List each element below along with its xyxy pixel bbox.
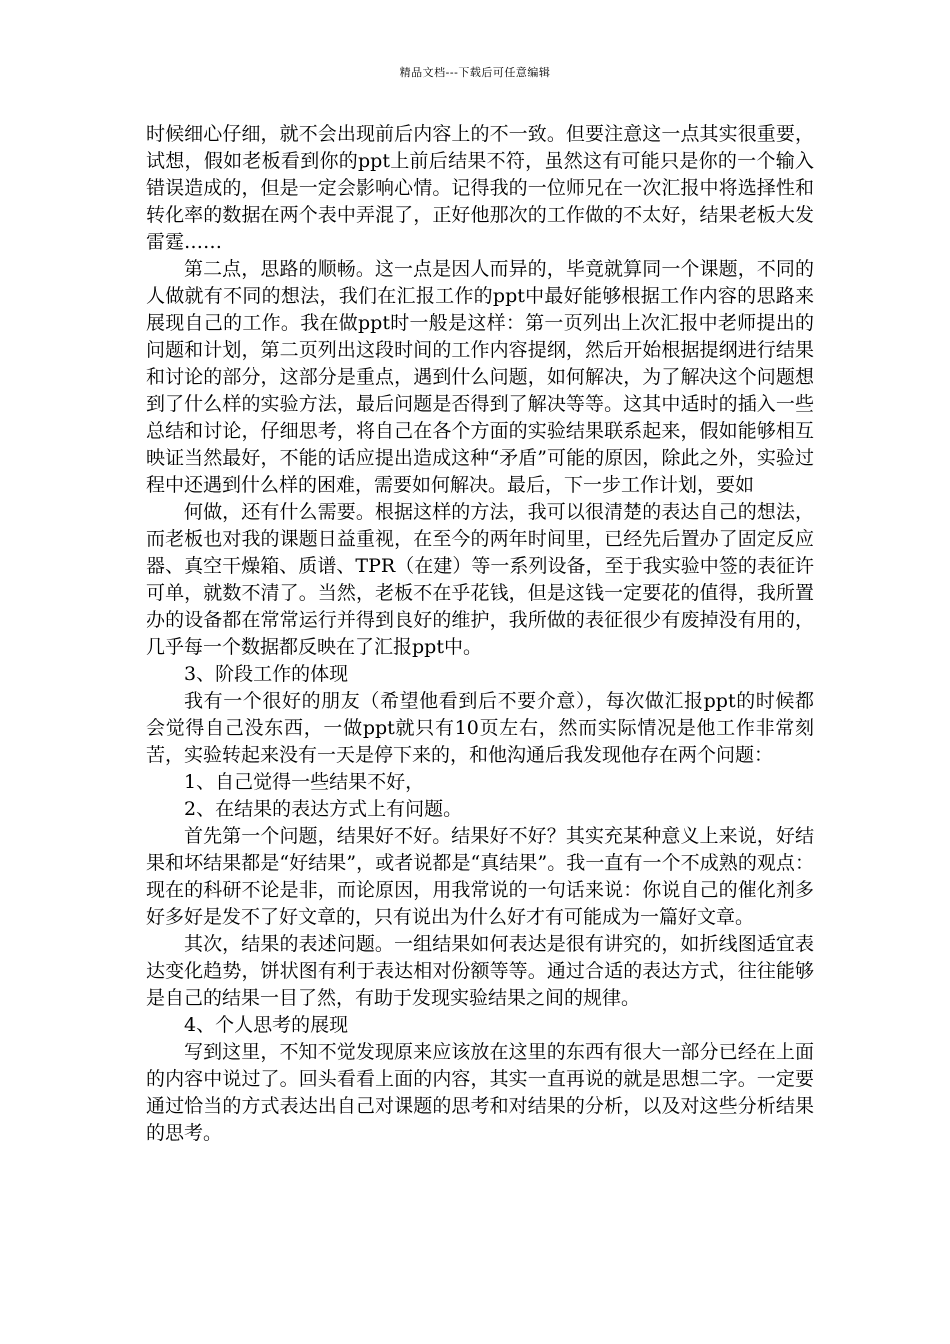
list-item-1: 1、自己觉得一些结果不好，: [184, 771, 425, 793]
page-header: 精品文档---下载后可任意编辑: [399, 66, 551, 79]
section-heading-4: 4、个人思考的展现: [184, 1014, 349, 1036]
paragraph-3: 何做，还有什么需要。根据这样的方法，我可以很清楚的表达自己的想法，而老板也对我的课题日益重视，在至今的两年时间里，已经先后置办了固定反应器、真空干燥箱、质谱、TPR（在建）等一系列设备，至于我实验中签的表征许可单，就数不清了。当然，老板不在乎花钱，但是这钱一定要花的值得，我所置办的设备都在常常运行并得到良好的维护，我所做的表征很少有废掉没有用的，几乎每一个数据都反映在了汇报ppt中。: [146, 501, 814, 658]
paragraph-5: 首先第一个问题，结果好不好。结果好不好？其实充某种意义上来说，好结果和坏结果都是“好结果”，或者说都是“真结果”。我一直有一个不成熟的观点：现在的科研不论是非，而论原因，用我常说的一句话来说：你说自己的催化剂多好多好是发不了好文章的，只有说出为什么好才有可能成为一篇好文章。: [146, 825, 814, 928]
paragraph-7: 写到这里，不知不觉发现原来应该放在这里的东西有很大一部分已经在上面的内容中说过了。回头看看上面的内容，其实一直再说的就是思想二字。一定要通过恰当的方式表达出自己对课题的思考和对结果的分析，以及对这些分析结果的思考。: [146, 1041, 814, 1144]
list-item-2: 2、在结果的表达方式上有问题。: [184, 798, 463, 820]
section-heading-3: 3、阶段工作的体现: [184, 663, 349, 685]
paragraph-4: 我有一个很好的朋友（希望他看到后不要介意），每次做汇报ppt的时候都会觉得自己没东西，一做ppt就只有10页左右，然而实际情况是他工作非常刻苦，实验转起来没有一天是停下来的，和他沟通后我发现他存在两个问题：: [146, 690, 814, 766]
paragraph-2: 第二点，思路的顺畅。这一点是因人而异的，毕竟就算同一个课题，不同的人做就有不同的想法，我们在汇报工作的ppt中最好能够根据工作内容的思路来展现自己的工作。我在做ppt时一般是这样：第一页列出上次汇报中老师提出的问题和计划，第二页列出这段时间的工作内容提纲，然后开始根据提纲进行结果和讨论的部分，这部分是重点，遇到什么问题，如何解决，为了解决这个问题想到了什么样的实验方法，最后问题是否得到了解决等等。这其中适时的插入一些总结和讨论，仔细思考，将自己在各个方面的实验结果联系起来，假如能够相互映证当然最好，不能的话应提出造成这种“矛盾”可能的原因，除此之外，实验过程中还遇到什么样的困难，需要如何解决。最后，下一步工作计划，要如: [146, 258, 814, 496]
paragraph-6: 其次，结果的表述问题。一组结果如何表达是很有讲究的，如折线图适宜表达变化趋势，饼状图有利于表达相对份额等等。通过合适的表达方式，往往能够是自己的结果一目了然，有助于发现实验结果之间的规律。: [146, 933, 814, 1009]
document-body: [146, 121, 814, 1147]
paragraph-1: 时候细心仔细，就不会出现前后内容上的不一致。但要注意这一点其实很重要，试想，假如老板看到你的ppt上前后结果不符，虽然这有可能只是你的一个输入错误造成的，但是一定会影响心情。记得我的一位师兄在一次汇报中将选择性和转化率的数据在两个表中弄混了，正好他那次的工作做的不太好，结果老板大发雷霆……: [146, 123, 814, 253]
